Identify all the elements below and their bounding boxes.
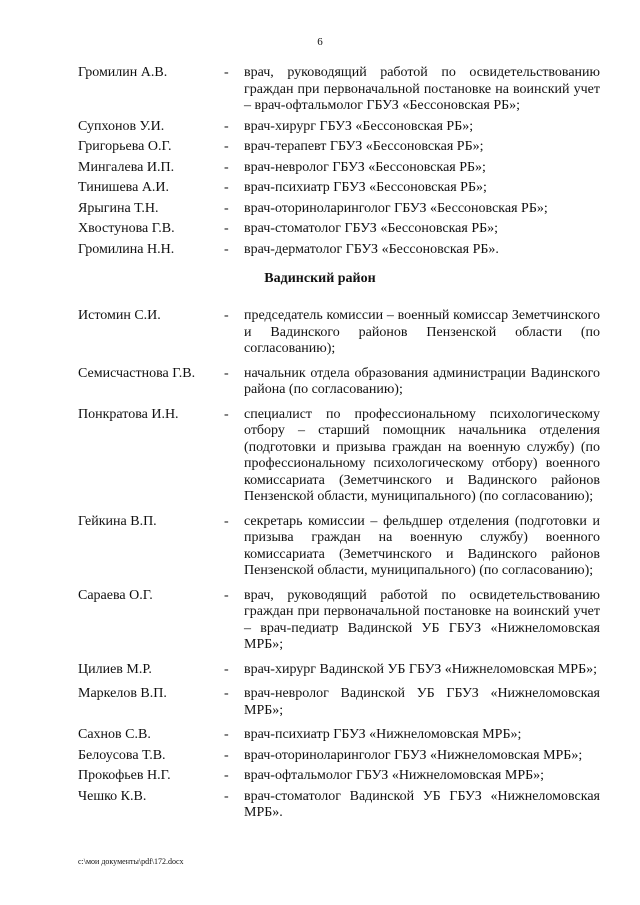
list-item	[78, 727, 600, 744]
member-role: врач-психиатр ГБУЗ «Нижнеломовская МРБ»;	[244, 727, 522, 742]
commission-list-vadinsky	[78, 308, 600, 822]
dash-separator: -	[224, 768, 229, 783]
list-item	[78, 366, 600, 399]
dash-separator: -	[224, 180, 229, 195]
member-role: секретарь комиссии – фельдшер отделения (подготовки и призыва граждан на военную службу) военного комиссариата (Земетчинского и Вадинского районов Пензенской области, муниципального) (по согласованию);	[244, 513, 600, 578]
member-name: Мингалева И.П.	[78, 159, 175, 175]
list-item	[78, 662, 600, 679]
member-role: председатель комиссии – военный комиссар Земетчинского и Вадинского районов Пензенской области (по согласованию);	[244, 308, 600, 356]
dash-separator: -	[224, 727, 229, 742]
page-number: 6	[317, 36, 323, 48]
commission-list-bessonovsky	[78, 65, 600, 258]
dash-separator: -	[224, 159, 229, 175]
member-role: начальник отдела образования администрации Вадинского района (по согласованию);	[244, 365, 600, 397]
member-name: Чешко К.В.	[78, 788, 147, 804]
dash-separator: -	[224, 139, 229, 154]
member-role: врач-терапевт ГБУЗ «Бессоновская РБ»;	[244, 139, 484, 154]
list-item	[78, 686, 600, 719]
member-name: Белоусова Т.В.	[78, 747, 166, 763]
member-role: врач-психиатр ГБУЗ «Бессоновская РБ»;	[244, 180, 487, 195]
dash-separator: -	[224, 200, 229, 216]
member-role: врач-невролог Вадинской УБ ГБУЗ «Нижнеломовская МРБ»;	[244, 686, 600, 718]
file-path-footer: c:\мои документы\pdf\172.docx	[78, 857, 184, 866]
dash-separator: -	[224, 513, 229, 529]
member-name: Григорьева О.Г.	[78, 139, 172, 154]
member-name: Хвостунова Г.В.	[78, 221, 175, 236]
member-role: врач-невролог ГБУЗ «Бессоновская РБ»;	[244, 159, 486, 175]
member-role: врач-дерматолог ГБУЗ «Бессоновская РБ».	[244, 241, 499, 257]
list-item	[78, 65, 600, 115]
dash-separator: -	[224, 406, 229, 422]
dash-separator: -	[224, 661, 229, 677]
list-item	[78, 748, 600, 765]
list-item	[78, 308, 600, 358]
member-name: Сахнов С.В.	[78, 727, 151, 742]
dash-separator: -	[224, 65, 229, 80]
dash-separator: -	[224, 308, 229, 323]
member-role: врач-оториноларинголог ГБУЗ «Нижнеломовская МРБ»;	[244, 747, 583, 763]
list-item	[78, 201, 600, 218]
list-item	[78, 139, 600, 156]
list-item	[78, 221, 600, 238]
member-role: врач-стоматолог ГБУЗ «Бессоновская РБ»;	[244, 221, 499, 236]
member-role: врач-стоматолог Вадинской УБ ГБУЗ «Нижнеломовская МРБ».	[244, 788, 600, 820]
member-name: Сараева О.Г.	[78, 587, 153, 603]
member-role: врач-оториноларинголог ГБУЗ «Бессоновская РБ»;	[244, 200, 548, 216]
list-item	[78, 789, 600, 822]
member-name: Маркелов В.П.	[78, 686, 167, 701]
dash-separator: -	[224, 747, 229, 763]
member-name: Супхонов У.И.	[78, 118, 165, 134]
member-role: врач-хирург ГБУЗ «Бессоновская РБ»;	[244, 118, 474, 134]
member-name: Ярыгина Т.Н.	[78, 200, 159, 216]
dash-separator: -	[224, 686, 229, 701]
member-role: врач, руководящий работой по освидетельствованию граждан при первоначальной постановке на воинский учет – врач-офтальмолог ГБУЗ «Бессоновская РБ»;	[244, 65, 600, 113]
member-role: врач-хирург Вадинской УБ ГБУЗ «Нижнеломовская МРБ»;	[244, 661, 598, 677]
member-name: Понкратова И.Н.	[78, 406, 179, 422]
member-role: врач-офтальмолог ГБУЗ «Нижнеломовская МРБ»;	[244, 768, 545, 783]
member-name: Прокофьев Н.Г.	[78, 768, 171, 783]
list-item	[78, 407, 600, 506]
member-name: Громилин А.В.	[78, 65, 168, 80]
dash-separator: -	[224, 587, 229, 603]
dash-separator: -	[224, 241, 229, 257]
dash-separator: -	[224, 118, 229, 134]
member-name: Истомин С.И.	[78, 308, 161, 323]
list-item	[78, 160, 600, 177]
member-name: Семисчастнова Г.В.	[78, 365, 196, 381]
dash-separator: -	[224, 221, 229, 236]
dash-separator: -	[224, 788, 229, 804]
list-item	[78, 768, 600, 785]
list-item	[78, 242, 600, 259]
section-heading: Вадинский район	[264, 271, 376, 286]
list-item	[78, 514, 600, 580]
member-role: врач, руководящий работой по освидетельствованию граждан при первоначальной постановке на воинский учет – врач-педиатр Вадинской УБ ГБУЗ «Нижнеломовская МРБ»;	[244, 587, 600, 652]
member-role: специалист по профессиональному психологическому отбору – старший помощник начальника отделения (подготовки и призыва граждан на военную службу) (по профессиональному психологическому отбору) военного комиссариата (Земетчинского и Вадинского районов Пензенской области, муниципального) (по согласованию);	[244, 406, 600, 504]
member-name: Гейкина В.П.	[78, 513, 157, 529]
member-name: Громилина Н.Н.	[78, 241, 175, 257]
dash-separator: -	[224, 365, 229, 381]
list-item	[78, 119, 600, 136]
list-item	[78, 588, 600, 654]
member-name: Цилиев М.Р.	[78, 661, 152, 677]
list-item	[78, 180, 600, 197]
member-name: Тинишева А.И.	[78, 180, 170, 195]
